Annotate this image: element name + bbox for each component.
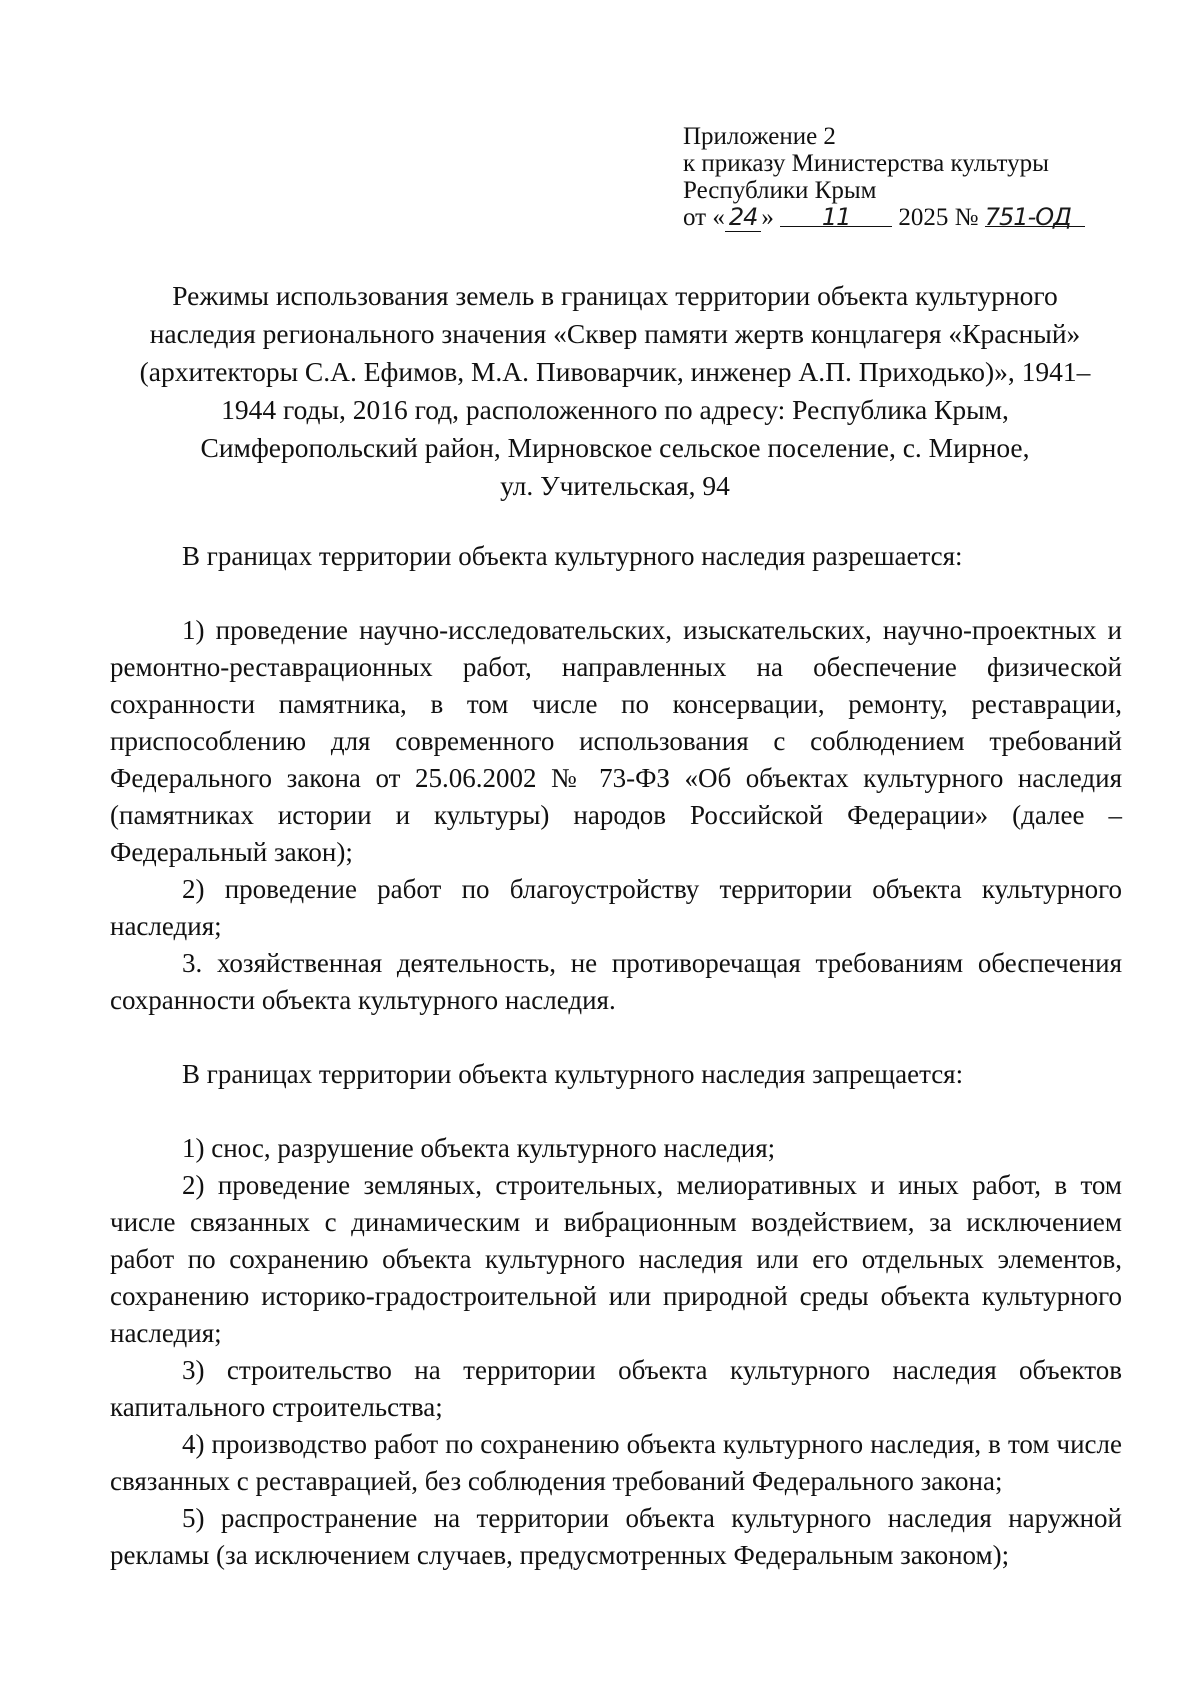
handwritten-order-number: 751-ОД	[984, 203, 1071, 231]
forbidden-item-4: 4) производство работ по сохранению объекта культурного наследия, в том числе связанных с реставрацией, без соблюдения требований Федерального закона;	[110, 1429, 1122, 1496]
title-line: Режимы использования земель в границах территории объекта культурного	[172, 280, 1058, 311]
order-date-line	[683, 204, 1143, 234]
forbidden-section	[110, 1056, 1122, 1093]
allowed-item-1: 1) проведение научно-исследовательских, изыскательских, научно-проектных и ремонтно-реставрационных работ, направленных на обеспечение физической сохранности памятника, в том числе по консервации, ремонту, реставрации, приспособлению для современного использования с соблюдением требований Федерального закона от 25.06.2002 № 73-ФЗ «Об объектах культурного наследия (памятниках истории и культуры) народов Российской Федерации» (далее – Федеральный закон);	[110, 615, 1122, 867]
date-prefix: от «	[683, 204, 725, 231]
date-mid: »	[761, 204, 774, 231]
forbidden-item-2: 2) проведение земляных, строительных, мелиоративных и иных работ, в том числе связанных с динамическим и вибрационным воздействием, за исключением работ по сохранению объекта культурного наследия или его отдельных элементов, сохранению историко-градостроительной или природной среды объекта культурного наследия;	[110, 1170, 1122, 1348]
forbidden-item-3: 3) строительство на территории объекта культурного наследия объектов капитального строительства;	[110, 1355, 1122, 1422]
year-number-label: 2025 №	[898, 204, 979, 231]
allowed-item-2: 2) проведение работ по благоустройству территории объекта культурного наследия;	[110, 874, 1122, 941]
title-line: наследия регионального значения «Сквер памяти жертв концлагеря «Красный»	[149, 318, 1081, 349]
allowed-heading: В границах территории объекта культурного наследия разрешается:	[182, 541, 963, 571]
document-title	[110, 277, 1120, 505]
allowed-list	[110, 612, 1122, 1019]
allowed-item-3: 3. хозяйственная деятельность, не противоречащая требованиям обеспечения сохранности объекта культурного наследия.	[110, 948, 1122, 1015]
appendix-line-3: Республики Крым	[683, 177, 877, 204]
handwritten-month: 11	[821, 203, 851, 231]
appendix-header	[683, 123, 1143, 234]
appendix-line-1: Приложение 2	[683, 123, 836, 150]
number-underline	[984, 203, 1085, 231]
forbidden-heading: В границах территории объекта культурного наследия запрещается:	[182, 1059, 964, 1089]
title-line: ул. Учительская, 94	[500, 470, 730, 501]
forbidden-item-5: 5) распространение на территории объекта культурного наследия наружной рекламы (за исключением случаев, предусмотренных Федеральным законом);	[110, 1503, 1122, 1570]
month-underline	[780, 203, 892, 231]
forbidden-list	[110, 1130, 1122, 1574]
allowed-section	[110, 538, 1122, 575]
title-line: Симферопольский район, Мирновское сельское поселение, с. Мирное,	[200, 432, 1030, 463]
title-line: 1944 годы, 2016 год, расположенного по адресу: Республика Крым,	[221, 394, 1009, 425]
title-line: (архитекторы С.А. Ефимов, М.А. Пивоварчик, инженер А.П. Приходько)», 1941–	[139, 356, 1091, 387]
appendix-line-2: к приказу Министерства культуры	[683, 150, 1049, 177]
forbidden-item-1: 1) снос, разрушение объекта культурного наследия;	[182, 1133, 776, 1163]
handwritten-day: 24	[725, 203, 762, 232]
